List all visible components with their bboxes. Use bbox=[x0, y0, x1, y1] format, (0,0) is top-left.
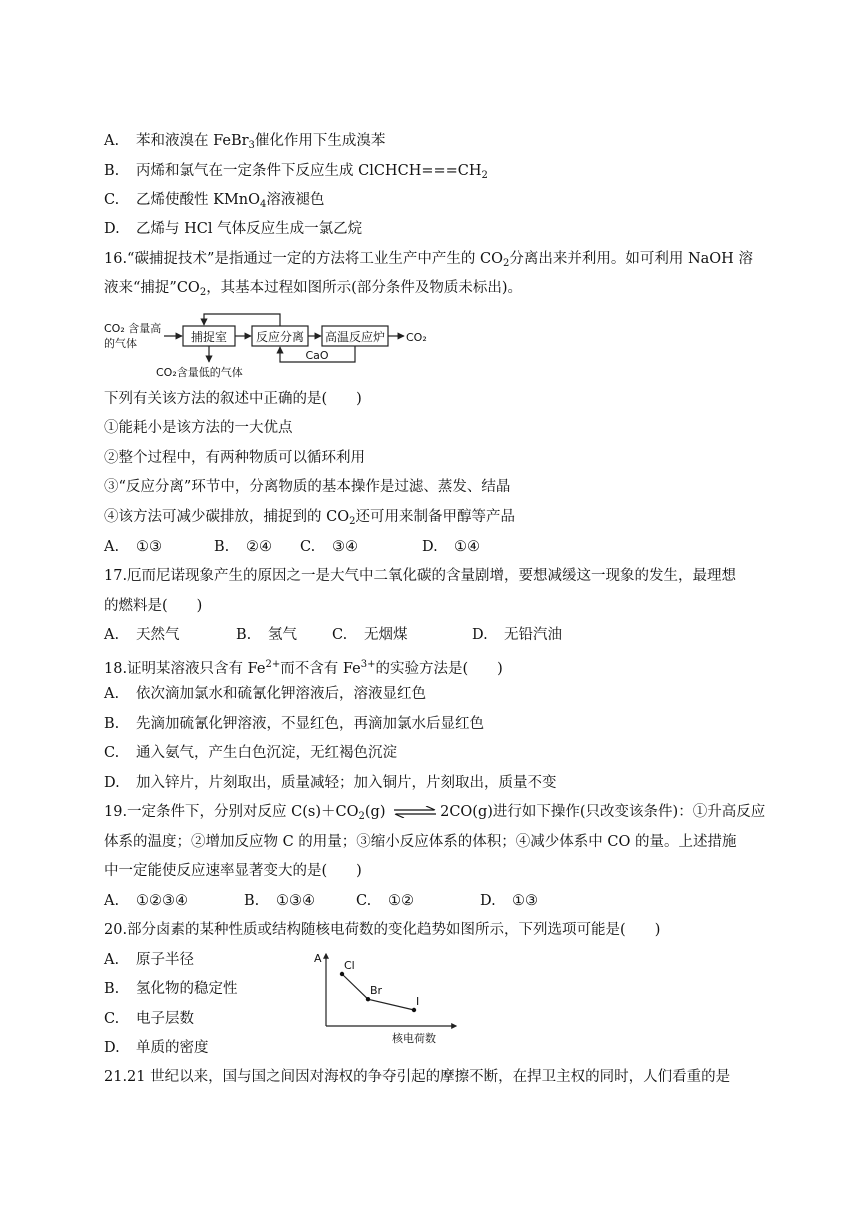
point-br bbox=[366, 997, 370, 1001]
q19-option-c[interactable]: C. ①② bbox=[356, 893, 414, 909]
input-gas-label-2: 的气体 bbox=[104, 337, 137, 350]
point-label-br: Br bbox=[370, 984, 383, 998]
q17-option-b[interactable]: B. 氢气 bbox=[236, 627, 297, 643]
q18-option-b[interactable]: B. 先滴加硫氰化钾溶液，不显红色，再滴加氯水后显红色 bbox=[104, 716, 484, 732]
q20-option-d[interactable]: D. 单质的密度 bbox=[104, 1040, 209, 1056]
q16-option-d[interactable]: D. ①④ bbox=[422, 539, 480, 555]
point-cl bbox=[340, 972, 344, 976]
q16-statement-2: ②整个过程中，有两种物质可以循环利用 bbox=[104, 450, 365, 466]
q20-option-a[interactable]: A. 原子半径 bbox=[104, 952, 194, 968]
q20-option-b[interactable]: B. 氢化物的稳定性 bbox=[104, 981, 238, 997]
q15-option-c[interactable]: C. 乙烯使酸性 KMnO$_4$溶液褪色 bbox=[104, 192, 325, 210]
q16-stem-line1: 16.“碳捕捉技术”是指通过一定的方法将工业生产中产生的 $CO_2$分离出来并利用。如可利用 NaOH 溶 bbox=[104, 251, 753, 269]
q16-option-b[interactable]: B. ②④ bbox=[214, 539, 272, 555]
q16-option-c[interactable]: C. ③④ bbox=[300, 539, 358, 555]
q18-stem: 18.证明某溶液只含有 $Fe^{2+}$而不含有 $Fe^{3+}$的实验方法是( ) bbox=[104, 659, 503, 677]
box-high-temp-furnace-label: 高温反应炉 bbox=[324, 330, 386, 344]
q20-stem: 20.部分卤素的某种性质或结构随核电荷数的变化趋势如图所示，下列选项可能是( ) bbox=[104, 922, 661, 938]
q18-option-d[interactable]: D. 加入锌片，片刻取出，质量减轻；加入铜片，片刻取出，质量不变 bbox=[104, 775, 557, 791]
q19-stem-line2: 体系的温度；②增加反应物 C 的用量；③缩小反应体系的体积；④减少体系中 CO 的量。上述措施 bbox=[104, 834, 737, 850]
q19-options bbox=[104, 891, 538, 911]
q17-option-a[interactable]: A. 天然气 bbox=[104, 627, 180, 643]
q16-option-a[interactable]: A. ①③ bbox=[104, 539, 162, 555]
q19-stem-line3: 中一定能使反应速率显著变大的是( ) bbox=[104, 863, 362, 879]
q18-option-c[interactable]: C. 通入氨气，产生白色沉淀，无红褐色沉淀 bbox=[104, 745, 397, 761]
point-label-cl: Cl bbox=[344, 959, 355, 972]
q19-stem-line1: 19.一定条件下，分别对反应 $C(s)+CO_2(g)$ 2CO(g)进行如下操作(只改变该条件)：①升高反应 bbox=[104, 804, 766, 822]
x-axis-label: 核电荷数 bbox=[392, 1032, 436, 1045]
q18-option-a[interactable]: A. 依次滴加氯水和硫氰化钾溶液后，溶液显红色 bbox=[104, 686, 426, 702]
box-reaction-separation-label: 反应分离 bbox=[255, 330, 305, 344]
q19-option-a[interactable]: A. ①②③④ bbox=[104, 893, 188, 909]
q17-stem-line1: 17.厄而尼诺现象产生的原因之一是大气中二氧化碳的含量剧增，要想减缓这一现象的发生，最理想 bbox=[104, 568, 737, 584]
q16-statement-3: ③“反应分离”环节中，分离物质的基本操作是过滤、蒸发、结晶 bbox=[104, 479, 511, 495]
q15-option-b[interactable]: B. 丙烯和氯气在一定条件下反应生成 $ClCHCH===CH_2$ bbox=[104, 163, 488, 181]
q17-stem-line2: 的燃料是( ) bbox=[104, 598, 203, 614]
q17-options bbox=[104, 625, 562, 645]
loop-arrow-top bbox=[204, 314, 280, 326]
q16-options bbox=[104, 537, 480, 557]
output-co2-label: CO₂ bbox=[406, 331, 427, 344]
q16-statement-4: ④该方法可减少碳排放，捕捉到的 $CO_2$还可用来制备甲醇等产品 bbox=[104, 509, 515, 527]
q16-statement-1: ①能耗小是该方法的一大优点 bbox=[104, 420, 293, 436]
q16-question: 下列有关该方法的叙述中正确的是( ) bbox=[104, 391, 362, 407]
q17-option-d[interactable]: D. 无铅汽油 bbox=[472, 627, 562, 643]
low-gas-label: CO₂含量低的气体 bbox=[156, 366, 243, 379]
y-axis-label: A bbox=[314, 952, 322, 965]
cao-label: CaO bbox=[305, 349, 329, 362]
q20-option-c[interactable]: C. 电子层数 bbox=[104, 1011, 194, 1027]
point-label-i: I bbox=[416, 995, 420, 1008]
q21-stem-line1: 21.21 世纪以来，国与国之间因对海权的争夺引起的摩擦不断，在捍卫主权的同时，人们看重的是 bbox=[104, 1069, 731, 1085]
halogen-trend-chart bbox=[310, 948, 460, 1046]
reversible-arrow-icon bbox=[392, 806, 438, 818]
q19-option-b[interactable]: B. ①③④ bbox=[244, 893, 315, 909]
q16-stem-line2: 液来“捕捉$”CO_2$，其基本过程如图所示(部分条件及物质未标出)。 bbox=[104, 280, 522, 298]
point-i bbox=[412, 1008, 416, 1012]
q15-option-d[interactable]: D. 乙烯与 HCl 气体反应生成一氯乙烷 bbox=[104, 221, 363, 237]
q15-option-a[interactable]: A. 苯和液溴在 FeBr$_3$催化作用下生成溴苯 bbox=[104, 133, 386, 151]
input-gas-label-1: CO₂ 含量高 bbox=[104, 322, 162, 335]
box-capture-chamber-label: 捕捉室 bbox=[190, 330, 228, 344]
q19-option-d[interactable]: D. ①③ bbox=[480, 893, 538, 909]
co2-capture-diagram bbox=[100, 306, 440, 382]
q17-option-c[interactable]: C. 无烟煤 bbox=[332, 627, 408, 643]
